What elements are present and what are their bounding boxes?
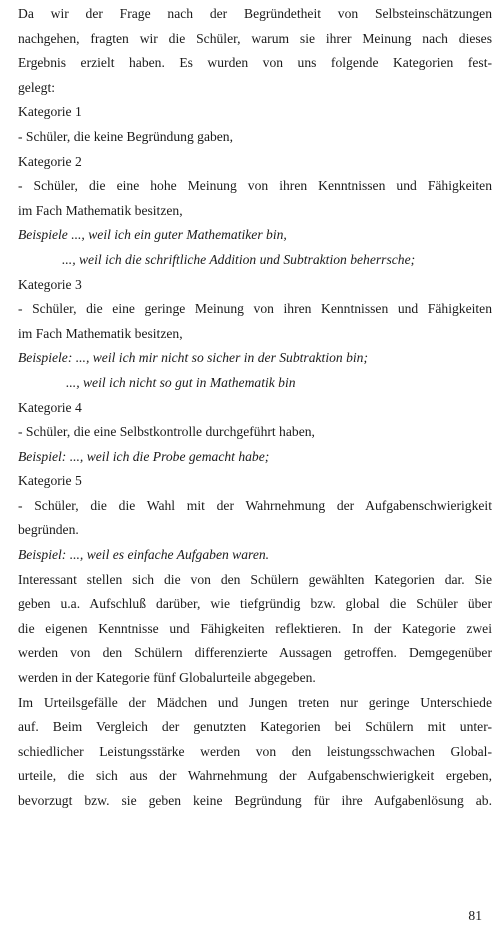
text-line: Beispiel: ..., weil es einfache Aufgaben waren. bbox=[18, 547, 270, 563]
text-line: Beispiele: ..., weil ich mir nicht so sicher in der Subtraktion bin; bbox=[18, 350, 368, 366]
text-line: - Schüler, die die Wahl mit der Wahrnehmung der Aufgabenschwierigkeit bbox=[18, 497, 492, 513]
text-line: Beispiele ..., weil ich ein guter Mathematiker bin, bbox=[18, 227, 287, 243]
text-line: im Fach Mathematik besitzen, bbox=[18, 325, 183, 341]
document-body bbox=[18, 2, 492, 814]
text-line: Beispiel: ..., weil ich die Probe gemacht habe; bbox=[18, 448, 270, 464]
text-line: begründen. bbox=[18, 522, 79, 538]
text-line: Kategorie 5 bbox=[18, 473, 82, 489]
text-line: bevorzugt bzw. sie geben keine Begründung für ihre Aufgabenlösung ab. bbox=[18, 793, 492, 808]
text-line: Ergebnis erzielt haben. Es wurden von uns folgende Kategorien fest- bbox=[18, 55, 492, 71]
text-line: schiedlicher Leistungsstärke werden von den leistungsschwachen Global- bbox=[18, 743, 492, 759]
text-line: Da wir der Frage nach der Begründetheit von Selbsteinschätzungen bbox=[18, 6, 492, 21]
text-line: im Fach Mathematik besitzen, bbox=[18, 202, 183, 218]
text-line: nachgehen, fragten wir die Schüler, warum sie ihrer Meinung nach dieses bbox=[18, 30, 492, 46]
text-line: geben u.a. Aufschluß darüber, wie tiefgründig bzw. global die Schüler über bbox=[18, 596, 492, 612]
text-line: - Schüler, die eine geringe Meinung von ihren Kenntnissen und Fähigkeiten bbox=[18, 301, 492, 317]
text-line: ..., weil ich nicht so gut in Mathematik bin bbox=[66, 374, 296, 390]
text-line: Kategorie 1 bbox=[18, 104, 82, 120]
text-line: auf. Beim Vergleich der genutzten Kategorien bei Schülern mit unter- bbox=[18, 719, 492, 735]
text-line: urteile, die sich aus der Wahrnehmung der Aufgabenschwierigkeit ergeben, bbox=[18, 768, 492, 784]
text-line: ..., weil ich die schriftliche Addition und Subtraktion beherrsche; bbox=[62, 251, 416, 267]
text-line: Interessant stellen sich die von den Schülern gewählten Kategorien dar. Sie bbox=[18, 571, 492, 587]
text-line: werden in der Kategorie fünf Globalurteile abgegeben. bbox=[18, 670, 316, 686]
text-line: - Schüler, die eine hohe Meinung von ihren Kenntnissen und Fähigkeiten bbox=[18, 178, 492, 194]
text-line: die eigenen Kenntnisse und Fähigkeiten reflektieren. In der Kategorie zwei bbox=[18, 620, 492, 636]
text-line: Kategorie 4 bbox=[18, 399, 82, 415]
text-line: werden von den Schülern differenzierte Aussagen getroffen. Demgegenüber bbox=[18, 645, 492, 661]
text-line: Kategorie 3 bbox=[18, 276, 82, 292]
text-line: - Schüler, die keine Begründung gaben, bbox=[18, 128, 234, 144]
page-number: 81 bbox=[468, 908, 482, 923]
text-line: gelegt: bbox=[18, 79, 55, 95]
text-line: Kategorie 2 bbox=[18, 153, 82, 169]
text-line: Im Urteilsgefälle der Mädchen und Jungen treten nur geringe Unterschiede bbox=[18, 694, 492, 710]
text-line: - Schüler, die eine Selbstkontrolle durchgeführt haben, bbox=[18, 424, 315, 440]
